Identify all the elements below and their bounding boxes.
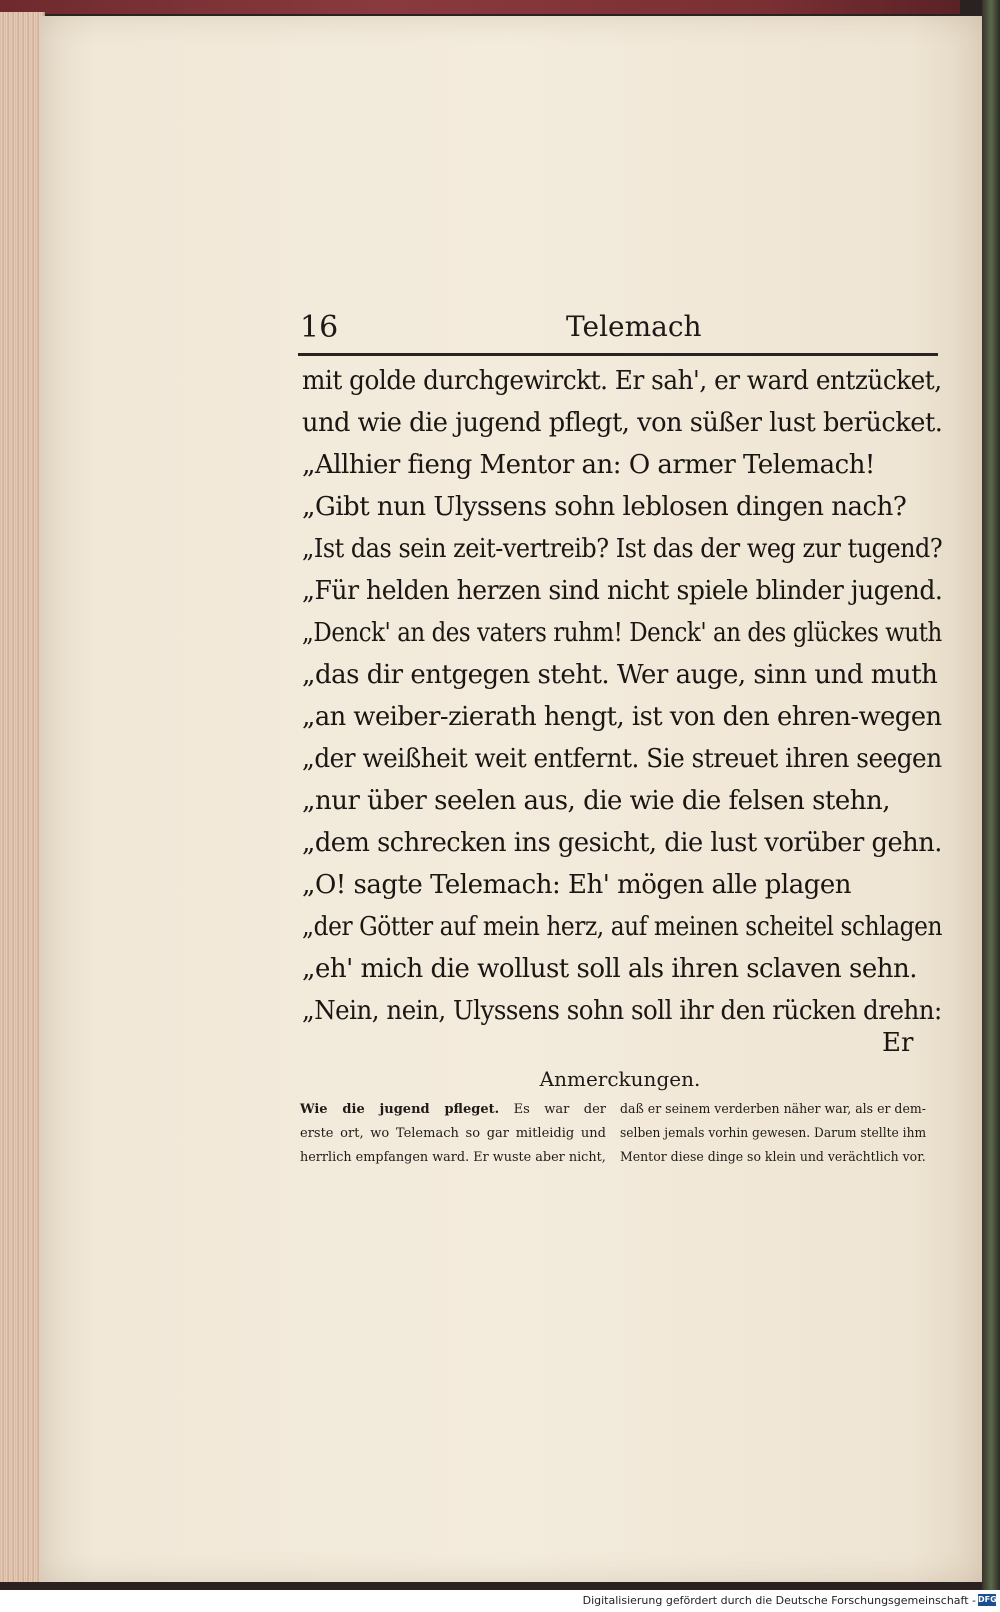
verse-line: „eh' mich die wollust soll als ihren sclaven sehn. [302,954,917,984]
dfg-logo: DFG [978,1595,997,1604]
digitization-credit: Digitalisierung gefördert durch die Deutsche Forschungsgemeinschaft - [582,1594,976,1607]
note-line [300,1098,606,1122]
notes-column-left [300,1098,606,1170]
note-line: selben jemals vorhin gewesen. Darum stellte ihm [620,1126,927,1141]
verse-line: „Ist das sein zeit-vertreib? Ist das der weg zur tugend? [302,534,943,564]
verse-line: „Gibt nun Ulyssens sohn leblosen dingen nach? [302,492,907,522]
note-lemma: Wie die jugend pfleget. [300,1102,500,1117]
book-binding [0,0,960,14]
page-header [300,306,940,352]
verse-text [302,360,942,1032]
verse-line: „dem schrecken ins gesicht, die lust vorüber gehn. [302,828,942,858]
verse-line: „an weiber-zierath hengt, ist von den ehren-wegen [302,702,942,732]
verse-line: „der Götter auf mein herz, auf meinen scheitel schlagen [302,912,943,942]
verse-line: „der weißheit weit entfernt. Sie streuet ihren seegen [302,744,942,774]
verse-line: „Nein, nein, Ulyssens sohn soll ihr den rücken drehn: [302,996,942,1026]
notes-heading: Anmerckungen. [539,1067,701,1091]
verse-line: „O! sagte Telemach: Eh' mögen alle plagen [302,870,851,900]
note-line: erste ort, wo Telemach so gar mitleidig und [300,1126,606,1141]
verse-line: „nur über seelen aus, die wie die felsen stehn, [302,786,891,816]
book-cover-edge [982,0,1000,1590]
note-text: Es war der [513,1102,606,1117]
verse-line: mit golde durchgewirckt. Er sah', er ward entzücket, [302,366,942,396]
verse-line: und wie die jugend pflegt, von süßer lust berücket. [302,408,943,438]
header-rule [298,353,938,356]
note-line: herrlich empfangen ward. Er wuste aber nicht, [300,1150,606,1165]
note-line: daß er seinem verderben näher war, als er dem- [620,1102,926,1117]
verse-line: „Allhier fieng Mentor an: O armer Telemach! [302,450,875,480]
verse-line: „Für helden herzen sind nicht spiele blinder jugend. [302,576,943,606]
page-edges [0,12,45,1582]
running-head: Telemach [566,310,702,343]
verse-line: „Denck' an des vaters ruhm! Denck' an des glückes wuth [302,618,942,648]
catchword: Er [882,1028,914,1058]
verse-line: „das dir entgegen steht. Wer auge, sinn und muth [302,660,938,690]
notes-column-right [620,1098,926,1170]
note-line: Mentor diese dinge so klein und verächtlich vor. [620,1150,926,1165]
page-number: 16 [300,310,339,345]
